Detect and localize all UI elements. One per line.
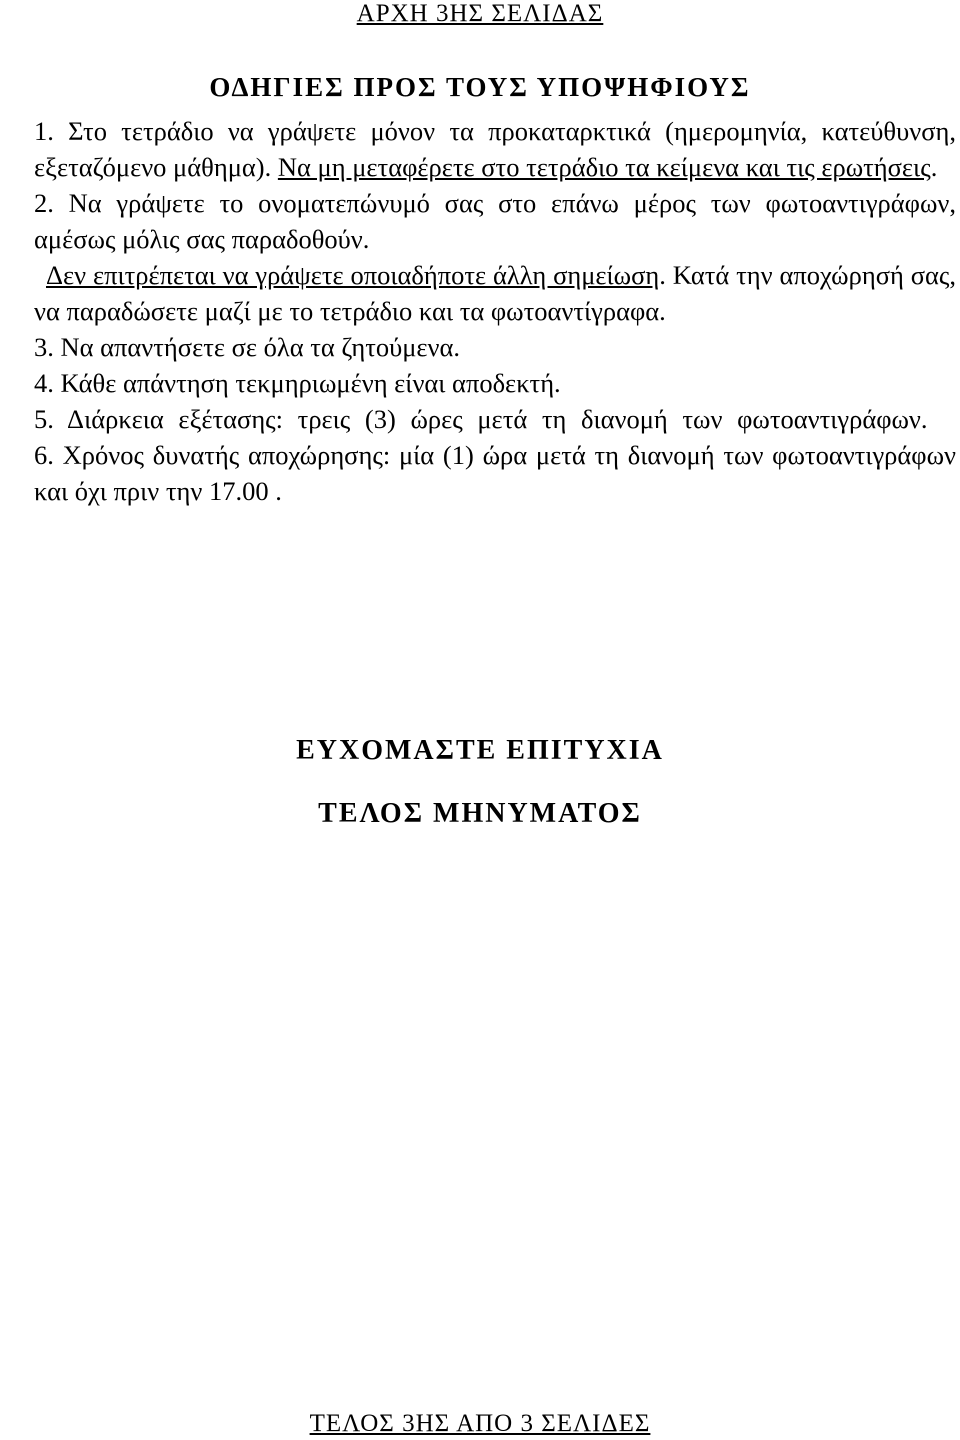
- instruction-item-2-underlined: Δεν επιτρέπεται να γράψετε οποιαδήποτε άλλη σημείωση: [46, 260, 660, 290]
- page-footer: ΤΕΛΟΣ 3ΗΣ ΑΠΟ 3 ΣΕΛΙΔΕΣ: [309, 1410, 651, 1437]
- instruction-item-1-underlined: Να μη μεταφέρετε στο τετράδιο τα κείμενα και τις ερωτήσεις: [277, 152, 931, 182]
- instructions-title: ΟΔΗΓΙΕΣ ΠΡΟΣ ΤΟΥΣ ΥΠΟΨΗΦΙΟΥΣ: [209, 72, 751, 102]
- instruction-item-2-continued: [34, 257, 956, 329]
- page-header: ΑΡΧΗ 3ΗΣ ΣΕΛΙΔΑΣ: [356, 0, 604, 27]
- instruction-item-5: 5. Διάρκεια εξέτασης: τρεις (3) ώρες μετά τη διανομή των φωτοαντιγράφων.: [34, 404, 928, 434]
- instruction-item-1: [34, 113, 956, 185]
- instruction-item-1-text: 1. Στο τετράδιο να γράψετε μόνον τα προκαταρκτικά (ημερομηνία, κατεύθυνση, εξεταζόμενο μάθημα).: [34, 116, 956, 182]
- instruction-item-2-rest: . Κατά την αποχώρησή σας, να παραδώσετε μαζί με το τετράδιο και τα φωτοαντίγραφα.: [34, 260, 956, 326]
- closing-end-of-message: ΤΕΛΟΣ ΜΗΝΥΜΑΤΟΣ: [318, 798, 642, 829]
- instruction-item-4: 4. Κάθε απάντηση τεκμηριωμένη είναι αποδεκτή.: [34, 368, 561, 398]
- instruction-item-6: 6. Χρόνος δυνατής αποχώρησης: μία (1) ώρα μετά τη διανομή των φωτοαντιγράφων και όχι πριν την 17.00 .: [34, 440, 956, 506]
- instruction-item-2: 2. Να γράψετε το ονοματεπώνυμό σας στο επάνω μέρος των φωτοαντιγράφων, αμέσως μόλις σας παραδοθούν.: [34, 188, 956, 254]
- closing-wish: ΕΥΧΟΜΑΣΤΕ ΕΠΙΤΥΧΙΑ: [296, 735, 664, 766]
- instruction-item-1-end: .: [930, 152, 938, 182]
- instruction-item-3: 3. Να απαντήσετε σε όλα τα ζητούμενα.: [34, 332, 461, 362]
- instructions-list: [34, 113, 956, 509]
